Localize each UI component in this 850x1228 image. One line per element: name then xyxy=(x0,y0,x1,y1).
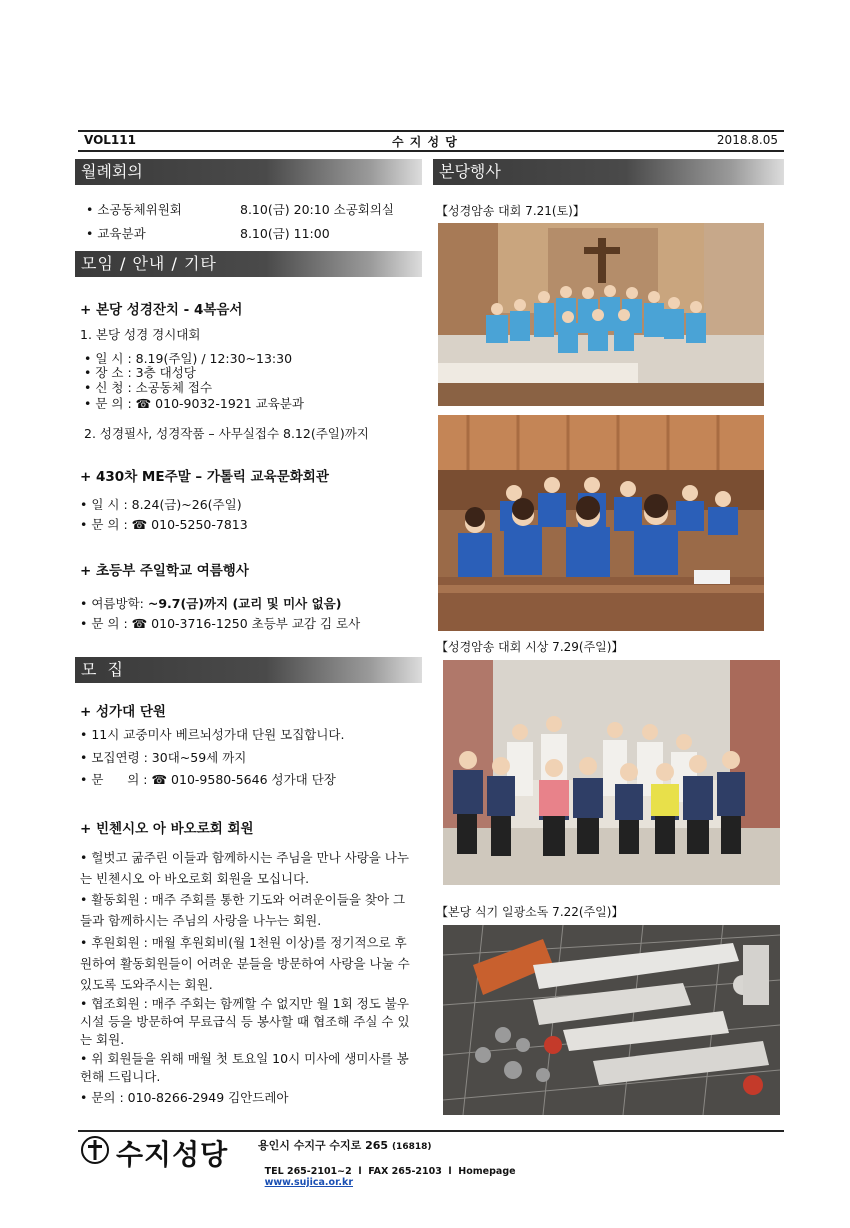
recruit-s2-active: • 활동회원 : 매주 주회를 통한 기도와 어려운이들을 찾아 그들과 함께하시는 주님의 사랑을 나누는 회원. xyxy=(80,892,406,928)
monthly-row-2-name: • 교육분과 xyxy=(86,226,146,241)
notice-s1-item1: 1. 본당 성경 경시대회 xyxy=(80,327,201,342)
recruit-s1-title: + 성가대 단원 xyxy=(80,704,166,720)
issue-title: 수 지 성 당 xyxy=(392,135,458,149)
footer-address xyxy=(258,1137,431,1153)
notice-s2-title: + 430차 ME주말 – 가톨릭 교육문화회관 xyxy=(80,469,329,485)
events-caption-1: 【성경암송 대회 7.21(토)】 xyxy=(436,204,585,218)
notice-s3-vacation-period: ~9.7(금)까지 (교리 및 미사 없음) xyxy=(147,596,342,611)
notice-s1-place: • 장 소 : 3층 대성당 xyxy=(84,365,196,380)
photo-contest-participants xyxy=(438,415,764,631)
notice-s1-date: • 일 시 : 8.19(주일) / 12:30~13:30 xyxy=(84,351,293,366)
recruit-s2-support: • 협조회원 : 매주 주회는 함께할 수 없지만 월 1회 정도 불우 시설 등을 방문하여 무료급식 등 봉사할 때 협조해 주실 수 있는 회원. xyxy=(80,996,410,1047)
monthly-meeting-heading: 월례회의 xyxy=(75,159,422,185)
notice-s1-contact: • 문 의 : ☎ 010-9032-1921 교육분과 xyxy=(84,396,304,411)
monthly-row-1-name: • 소공동체위원회 xyxy=(86,202,182,217)
footer-address-text: 용인시 수지구 수지로 265 xyxy=(258,1139,389,1152)
notice-s1-apply: • 신 청 : 소공동체 접수 xyxy=(84,380,213,395)
photo-contest-award-ceremony-image xyxy=(443,660,780,885)
recruit-heading: 모 집 xyxy=(75,657,422,683)
photo-bible-recitation-contest-image xyxy=(438,223,764,406)
notice-s1-item2: 2. 성경필사, 성경작품 – 사무실접수 8.12(주일)까지 xyxy=(84,426,369,441)
recruit-s2-contact: • 문의 : 010-8266-2949 김안드레아 xyxy=(80,1090,289,1105)
issue-date: 2018.8.05 xyxy=(716,133,778,147)
church-logo-icon xyxy=(80,1135,110,1165)
notice-s3-title: + 초등부 주일학교 여름행사 xyxy=(80,563,249,579)
recruit-s2-title: + 빈첸시오 아 바오로회 회원 xyxy=(80,821,254,837)
footer-homepage-link[interactable]: www.sujica.or.kr xyxy=(264,1177,354,1188)
notice-s3-vacation xyxy=(80,596,341,612)
recruit-s1-line2: • 모집연령 : 30대~59세 까지 xyxy=(80,750,247,765)
footer-divider xyxy=(78,1130,784,1132)
footer-postcode: (16818) xyxy=(391,1142,432,1152)
events-caption-2: 【성경암송 대회 시상 7.29(주일)】 xyxy=(436,640,624,654)
recruit-s2-sponsor: • 후원회원 : 매월 후원회비(월 1천원 이상)를 정기적으로 후원하여 활동회원들이 어려운 분들을 방문하여 사랑을 나눌 수 있도록 도와주시는 회원. xyxy=(80,935,410,992)
footer-logo-text: 수지성당 xyxy=(116,1138,229,1171)
recruit-s1-line1: • 11시 교중미사 베르뇌성가대 단원 모집합니다. xyxy=(80,727,345,742)
footer-contact-text: TEL 265-2101~2 l FAX 265-2103 l Homepage xyxy=(264,1166,516,1177)
events-heading: 본당행사 xyxy=(433,159,784,185)
recruit-s2-mass: • 위 회원들을 위해 매월 첫 토요일 10시 미사에 생미사를 봉헌해 드립니다. xyxy=(80,1051,409,1084)
monthly-row-2-info: 8.10(금) 11:00 xyxy=(240,226,330,241)
monthly-row-1-info: 8.10(금) 20:10 소공회의실 xyxy=(240,202,395,217)
photo-dish-sun-disinfection-image xyxy=(443,925,780,1115)
notice-s2-date: • 일 시 : 8.24(금)~26(주일) xyxy=(80,497,242,512)
footer-contact xyxy=(258,1155,516,1188)
events-caption-3: 【본당 식기 일광소독 7.22(주일)】 xyxy=(436,905,624,919)
photo-contest-participants-image xyxy=(438,415,764,631)
photo-bible-recitation-contest xyxy=(438,223,764,406)
issue-header-bar xyxy=(78,130,784,152)
issue-volume: VOL111 xyxy=(84,133,136,147)
recruit-s1-line3: • 문 의 : ☎ 010-9580-5646 성가대 단장 xyxy=(80,772,336,787)
notice-s3-contact: • 문 의 : ☎ 010-3716-1250 초등부 교감 김 로사 xyxy=(80,616,361,631)
notice-s3-vacation-label: • 여름방학: xyxy=(80,596,148,611)
recruit-s2-intro: • 헐벗고 굶주린 이들과 함께하시는 주님을 만나 사랑을 나누는 빈첸시오 아 바오로회 회원을 모십니다. xyxy=(80,850,409,886)
photo-contest-award-ceremony xyxy=(443,660,780,885)
notice-s2-contact: • 문 의 : ☎ 010-5250-7813 xyxy=(80,517,248,532)
notice-s1-title: + 본당 성경잔치 - 4복음서 xyxy=(80,302,243,318)
photo-dish-sun-disinfection xyxy=(443,925,780,1115)
notice-heading: 모임 / 안내 / 기타 xyxy=(75,251,422,277)
